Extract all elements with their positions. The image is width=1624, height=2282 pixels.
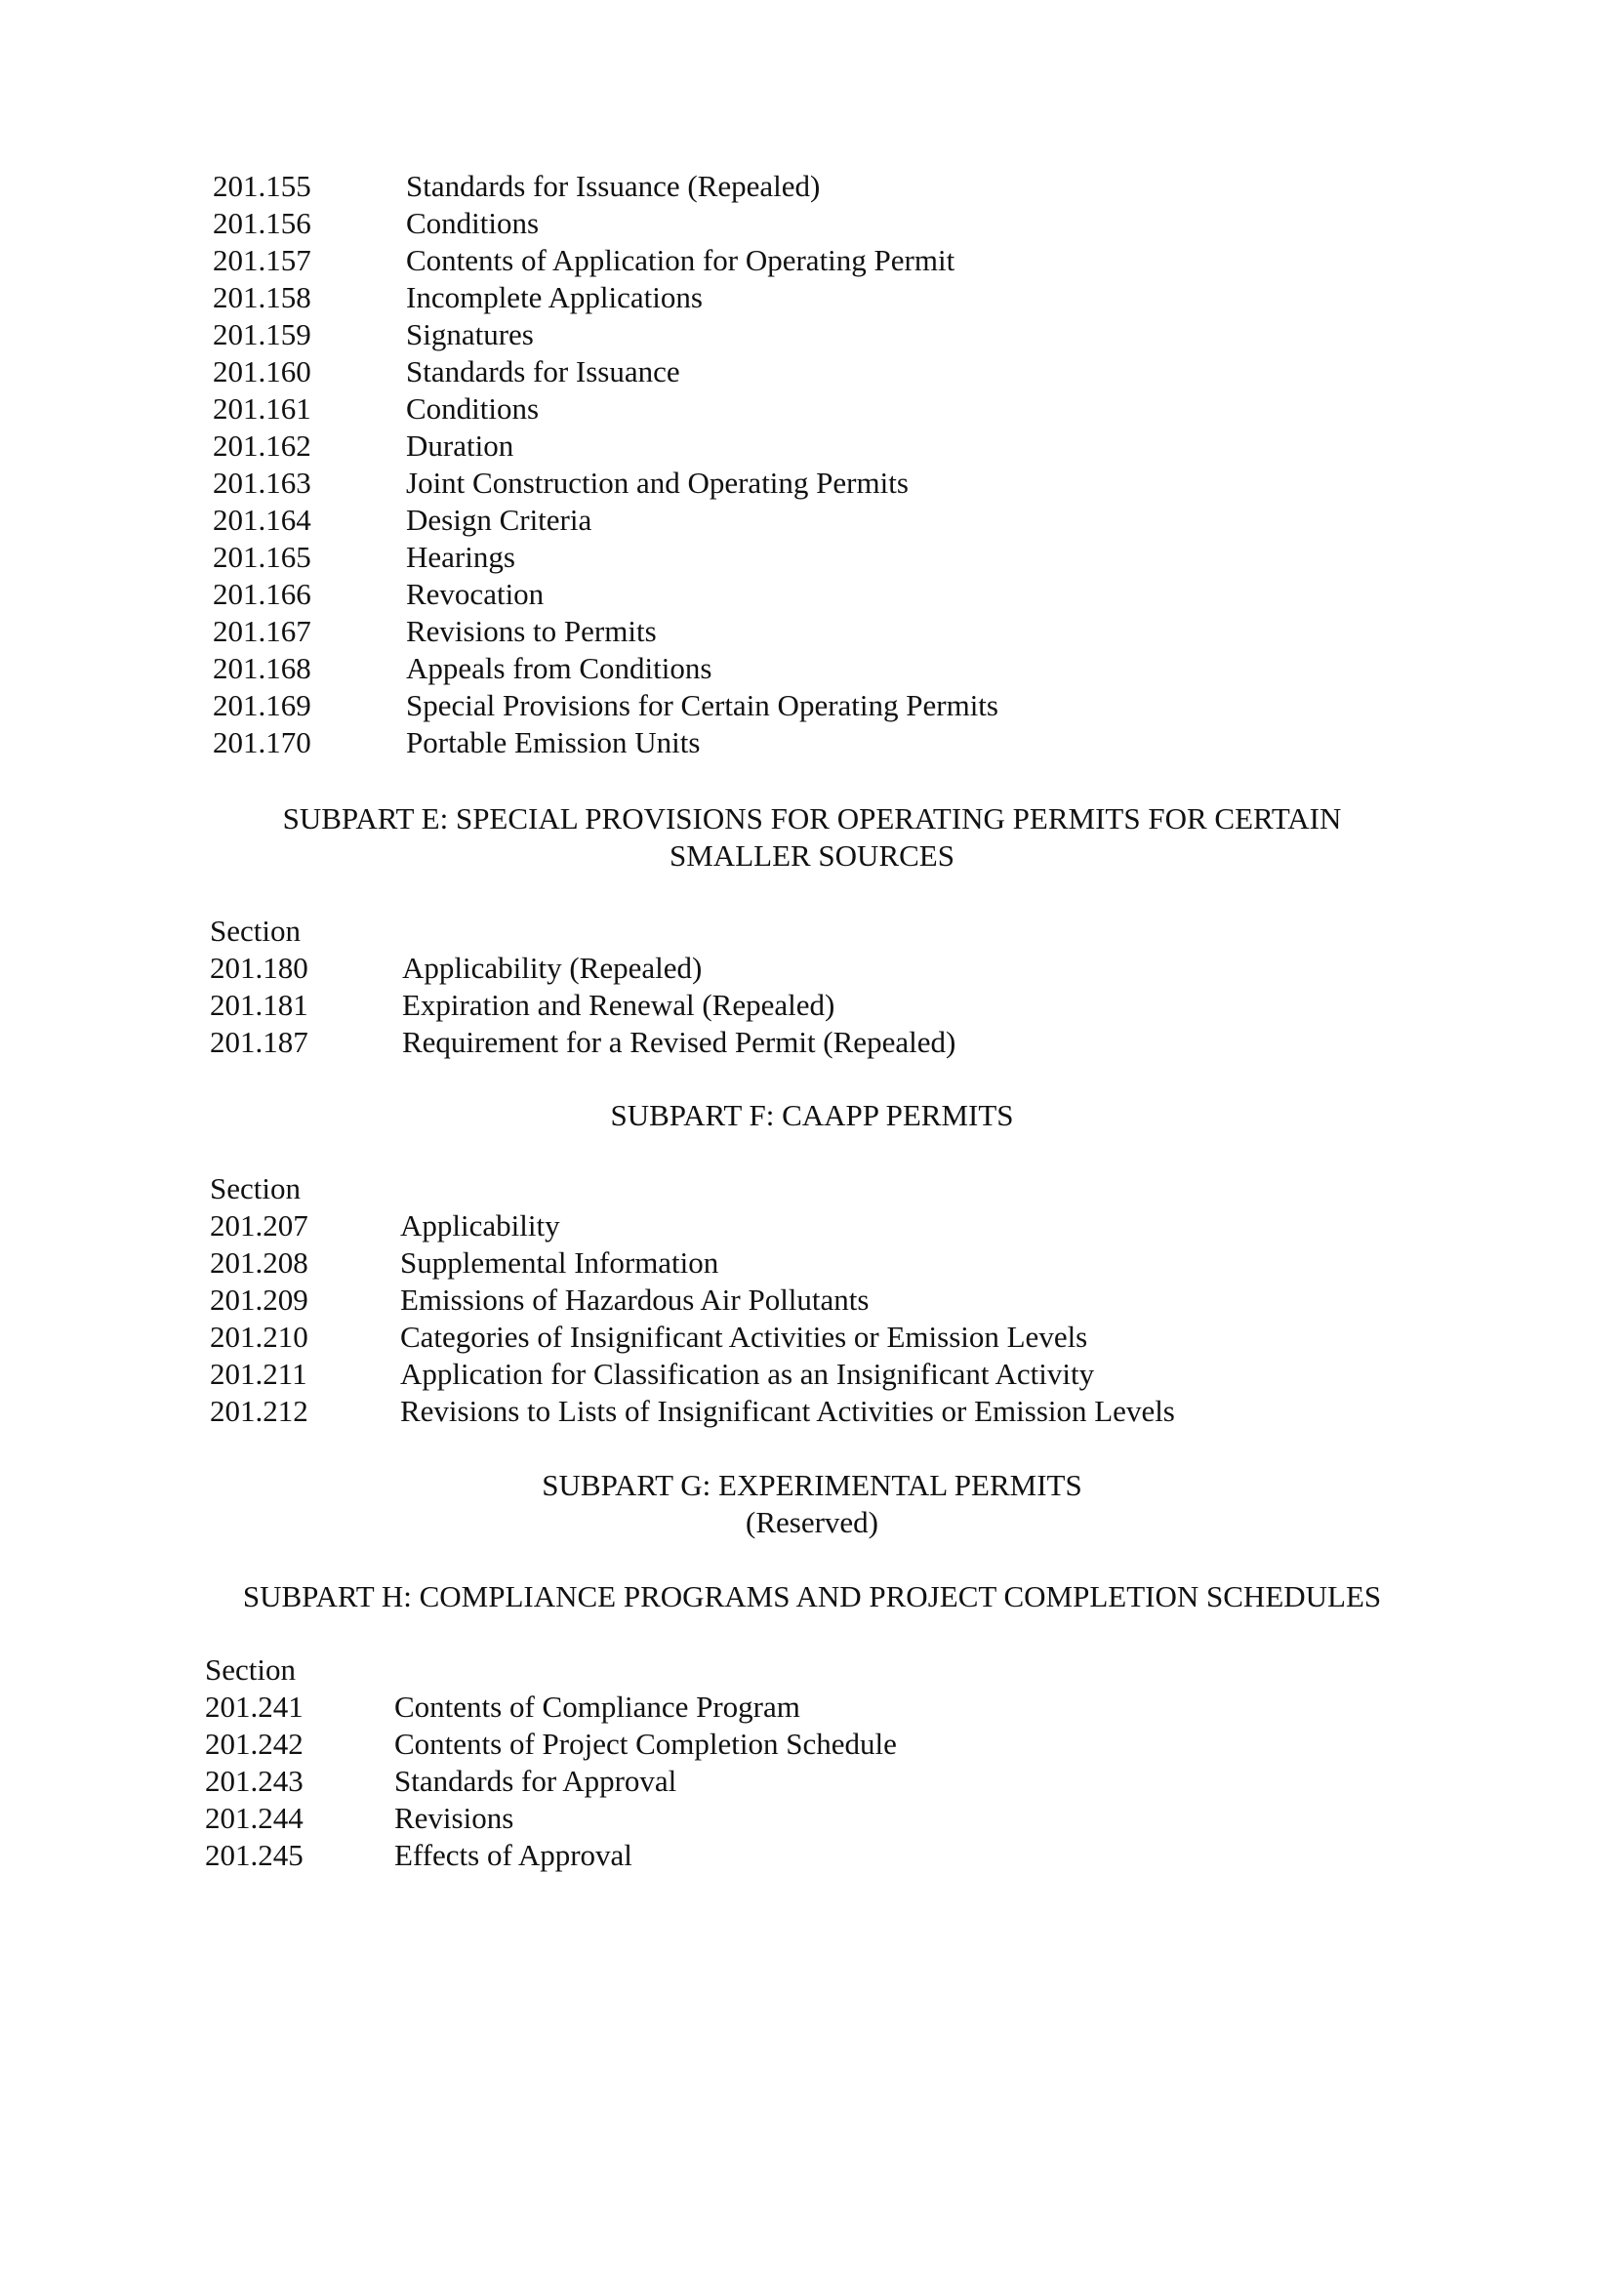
section-title: Application for Classification as an Insignificant Activity bbox=[400, 1357, 1095, 1391]
toc-entry bbox=[0, 428, 1624, 465]
section-number: 201.180 bbox=[210, 951, 308, 985]
section-title: Special Provisions for Certain Operating Permits bbox=[406, 688, 998, 722]
toc-entry bbox=[0, 242, 1624, 279]
subpart-f-section-list bbox=[0, 1170, 1624, 1430]
section-title: Applicability (Repealed) bbox=[402, 951, 703, 985]
subpart-d-section-list bbox=[0, 168, 1624, 761]
toc-entry bbox=[0, 1282, 1624, 1319]
section-number: 201.169 bbox=[213, 688, 311, 722]
section-title: Design Criteria bbox=[406, 503, 592, 537]
subpart-e-section-list bbox=[0, 913, 1624, 1061]
toc-entry bbox=[0, 502, 1624, 539]
toc-entry bbox=[0, 1244, 1624, 1282]
section-number: 201.168 bbox=[213, 651, 311, 685]
section-title: Joint Construction and Operating Permits bbox=[406, 466, 909, 500]
section-number: 201.159 bbox=[213, 317, 311, 351]
subpart-h-section-list bbox=[0, 1651, 1624, 1874]
section-title: Effects of Approval bbox=[394, 1838, 632, 1872]
section-number: 201.160 bbox=[213, 354, 311, 388]
section-number: 201.209 bbox=[210, 1283, 308, 1317]
section-column-label: Section bbox=[205, 1652, 296, 1687]
section-title: Contents of Compliance Program bbox=[394, 1690, 800, 1724]
section-title: Signatures bbox=[406, 317, 534, 351]
section-title: Standards for Issuance (Repealed) bbox=[406, 169, 821, 203]
toc-entry bbox=[0, 205, 1624, 242]
section-number: 201.167 bbox=[213, 614, 311, 648]
section-number: 201.162 bbox=[213, 428, 311, 463]
subpart-e-heading-line2: SMALLER SOURCES bbox=[670, 838, 954, 873]
toc-entry bbox=[0, 1726, 1624, 1763]
toc-entry bbox=[0, 279, 1624, 316]
toc-entry bbox=[0, 1689, 1624, 1726]
toc-entry bbox=[0, 613, 1624, 650]
subpart-g-heading-line1: SUBPART G: EXPERIMENTAL PERMITS bbox=[542, 1468, 1082, 1502]
toc-entry bbox=[0, 465, 1624, 502]
section-title: Standards for Issuance bbox=[406, 354, 680, 388]
toc-entry bbox=[0, 1207, 1624, 1244]
section-number: 201.208 bbox=[210, 1245, 308, 1280]
section-title: Standards for Approval bbox=[394, 1764, 677, 1798]
section-number: 201.187 bbox=[210, 1025, 308, 1059]
subpart-e-heading bbox=[0, 800, 1624, 875]
section-number: 201.158 bbox=[213, 280, 311, 314]
section-title: Categories of Insignificant Activities or Emission Levels bbox=[400, 1320, 1088, 1354]
toc-entry bbox=[0, 1800, 1624, 1837]
subpart-h-heading bbox=[0, 1578, 1624, 1615]
toc-entry bbox=[0, 576, 1624, 613]
section-title: Contents of Project Completion Schedule bbox=[394, 1727, 897, 1761]
section-number: 201.161 bbox=[213, 391, 311, 426]
toc-entry bbox=[0, 539, 1624, 576]
toc-entry bbox=[0, 1393, 1624, 1430]
section-title: Revisions bbox=[394, 1801, 514, 1835]
toc-entry bbox=[0, 1319, 1624, 1356]
section-number: 201.166 bbox=[213, 577, 311, 611]
toc-entry bbox=[0, 987, 1624, 1024]
section-number: 201.211 bbox=[210, 1357, 307, 1391]
section-title: Requirement for a Revised Permit (Repealed) bbox=[402, 1025, 956, 1059]
section-column-label: Section bbox=[210, 1171, 301, 1205]
section-number: 201.242 bbox=[205, 1727, 304, 1761]
section-title: Incomplete Applications bbox=[406, 280, 703, 314]
section-number: 201.163 bbox=[213, 466, 311, 500]
toc-entry bbox=[0, 650, 1624, 687]
section-title: Conditions bbox=[406, 391, 540, 426]
subpart-e-heading-line1: SUBPART E: SPECIAL PROVISIONS FOR OPERATING PERMITS FOR CERTAIN bbox=[282, 801, 1342, 835]
section-title: Conditions bbox=[406, 206, 540, 240]
section-number: 201.181 bbox=[210, 988, 308, 1022]
section-number: 201.155 bbox=[213, 169, 311, 203]
section-number: 201.164 bbox=[213, 503, 311, 537]
toc-entry bbox=[0, 687, 1624, 724]
section-number: 201.241 bbox=[205, 1690, 304, 1724]
subpart-h-heading-line1: SUBPART H: COMPLIANCE PROGRAMS AND PROJECT COMPLETION SCHEDULES bbox=[242, 1579, 1382, 1613]
subpart-f-heading-line1: SUBPART F: CAAPP PERMITS bbox=[610, 1098, 1014, 1132]
section-title: Portable Emission Units bbox=[406, 725, 701, 759]
section-title: Emissions of Hazardous Air Pollutants bbox=[400, 1283, 870, 1317]
section-title: Appeals from Conditions bbox=[406, 651, 712, 685]
section-number: 201.165 bbox=[213, 540, 311, 574]
subpart-g-heading bbox=[0, 1467, 1624, 1541]
section-number: 201.156 bbox=[213, 206, 311, 240]
section-number: 201.157 bbox=[213, 243, 311, 277]
toc-entry bbox=[0, 168, 1624, 205]
toc-entry bbox=[0, 1763, 1624, 1800]
section-number: 201.170 bbox=[213, 725, 311, 759]
section-title: Revisions to Permits bbox=[406, 614, 657, 648]
section-number: 201.212 bbox=[210, 1394, 308, 1428]
toc-entry bbox=[0, 1024, 1624, 1061]
section-title: Revisions to Lists of Insignificant Activities or Emission Levels bbox=[400, 1394, 1175, 1428]
toc-entry bbox=[0, 316, 1624, 353]
toc-entry bbox=[0, 1356, 1624, 1393]
section-column-label: Section bbox=[210, 914, 301, 948]
toc-entry bbox=[0, 1837, 1624, 1874]
section-number: 201.244 bbox=[205, 1801, 304, 1835]
toc-entry bbox=[0, 353, 1624, 390]
section-title: Contents of Application for Operating Permit bbox=[406, 243, 955, 277]
section-number: 201.245 bbox=[205, 1838, 304, 1872]
subpart-f-heading bbox=[0, 1097, 1624, 1134]
section-title: Revocation bbox=[406, 577, 545, 611]
section-number: 201.243 bbox=[205, 1764, 304, 1798]
section-title: Expiration and Renewal (Repealed) bbox=[402, 988, 835, 1022]
section-number: 201.207 bbox=[210, 1208, 308, 1243]
subpart-g-heading-line2: (Reserved) bbox=[746, 1505, 878, 1539]
toc-entry bbox=[0, 724, 1624, 761]
section-title: Hearings bbox=[406, 540, 515, 574]
toc-entry bbox=[0, 950, 1624, 987]
section-title: Applicability bbox=[400, 1208, 560, 1243]
section-title: Duration bbox=[406, 428, 514, 463]
section-number: 201.210 bbox=[210, 1320, 308, 1354]
toc-entry bbox=[0, 390, 1624, 428]
section-title: Supplemental Information bbox=[400, 1245, 719, 1280]
